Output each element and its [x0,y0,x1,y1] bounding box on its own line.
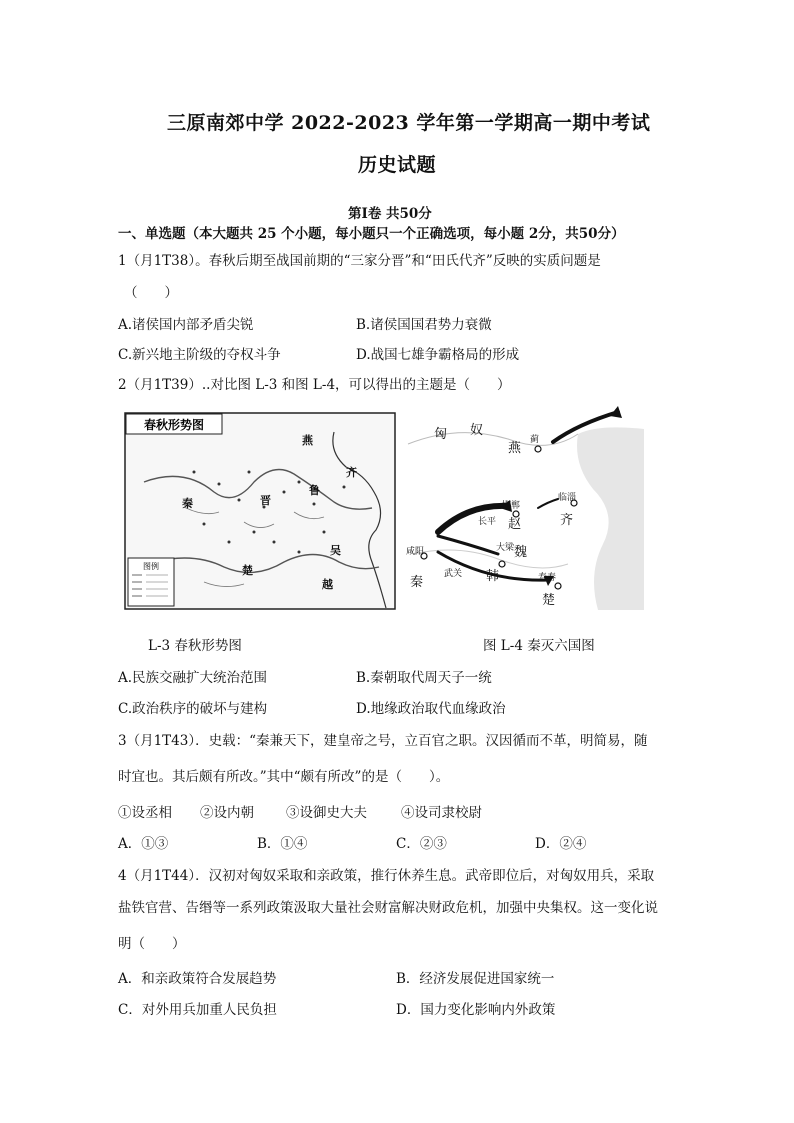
map-right-label-qin: 秦 [410,575,424,590]
q2-option-a: A.民族交融扩大统治范围 [118,670,268,686]
q3-option-b: B．①④ [257,836,308,852]
q1-option-a: A.诸侯国内部矛盾尖锐 [118,317,254,333]
map-right-label-changping: 长平 [478,517,497,527]
map-right-label-wei: 魏 [514,545,528,560]
q2-stem: 2（月1T39）..对比图 L-3 和图 L-4，可以得出的主题是（ ） [118,377,511,393]
map-right-label-xiong: 匈 [434,427,448,442]
map-right-label-wuguan: 武关 [444,569,463,579]
section-heading: 一、单选题（本大题共 25 个小题，每小题只一个正确选项，每小题 2分，共50分） [118,226,625,242]
q4-option-b: B．经济发展促进国家统一 [396,971,555,987]
q2-caption-right: 图 L-4 秦灭六国图 [483,638,595,654]
map-right-label-qi: 齐 [560,513,574,528]
map-right-label-ji: 蓟 [530,435,540,445]
map-right-label-xianyang: 咸阳 [406,547,425,557]
q4-option-c: C．对外用兵加重人民负担 [118,1002,277,1018]
q3-item-1: ①设丞相 [118,805,172,821]
map-right-label-linzi: 临淄 [558,493,577,503]
map-left-legend-title: 图例 [143,562,159,571]
q2-option-b: B.秦朝取代周天子一统 [356,670,492,686]
page-subtitle: 历史试题 [358,154,437,176]
map-left-state-qin: 秦 [182,497,193,510]
q2-caption-left: L-3 春秋形势图 [148,638,242,654]
map-left-state-yan: 燕 [302,434,313,447]
q4-option-d: D．国力变化影响内外政策 [396,1002,556,1018]
map-right-label-yan: 燕 [508,441,522,456]
q3-stem-line1: 3（月1T43）．史载：“秦兼天下，建皇帝之号，立百官之职。汉因循而不革，明简易，随 [118,733,648,749]
spring-autumn-map [124,412,396,610]
q3-item-2: ②设内朝 [200,805,254,821]
q1-stem: 1（月1T38）。春秋后期至战国前期的“三家分晋”和“田氏代齐”反映的实质问题是 [118,253,601,269]
map-right-label-nu: 奴 [470,423,484,438]
q4-option-a: A．和亲政策符合发展趋势 [118,971,277,987]
map-right-label-zhao: 赵 [508,517,522,532]
map-right-label-han: 韩 [486,569,500,584]
q3-stem-line2: 时宜也。其后颇有所改。”其中“颇有所改”的是（ ）。 [118,769,450,785]
q2-option-c: C.政治秩序的破坏与建构 [118,701,268,717]
map-left-state-wu: 吴 [330,544,341,557]
volume-heading: 第Ⅰ卷 共50分 [348,206,432,222]
qin-unification-map [398,404,644,610]
map-right-label-chu: 楚 [542,593,556,608]
map-left-state-jin: 晋 [260,494,271,507]
page-title: 三原南郊中学 2022-2023 学年第一学期高一期中考试 [167,112,651,134]
q3-option-d: D．②④ [535,836,587,852]
q1-option-b: B.诸侯国国君势力衰微 [356,317,492,333]
q3-option-c: C．②③ [396,836,447,852]
map-left-title: 春秋形势图 [143,418,205,432]
map-right-label-handan: 邯郸 [502,501,521,511]
q3-option-a: A．①③ [118,836,169,852]
map-right-label-shouchun: 寿春 [538,573,557,583]
q2-option-d: D.地缘政治取代血缘政治 [356,701,506,717]
map-left-state-lu: 鲁 [309,484,320,497]
q4-stem-line3: 明（ ） [118,936,186,952]
map-right-label-daliang: 大梁 [496,543,515,553]
q3-item-4: ④设司隶校尉 [401,805,482,821]
q1-blank: （ ） [124,285,178,301]
q4-stem-line1: 4（月1T44）．汉初对匈奴采取和亲政策，推行休养生息。武帝即位后，对匈奴用兵，采取 [118,868,655,884]
q4-stem-line2: 盐铁官营、告缗等一系列政策汲取大量社会财富解决财政危机，加强中央集权。这一变化说 [118,900,658,916]
q1-option-c: C.新兴地主阶级的夺权斗争 [118,347,281,363]
q3-item-3: ③设御史大夫 [286,805,367,821]
map-left-state-chu: 楚 [242,564,253,577]
map-left-state-qi: 齐 [346,466,357,479]
map-left-state-yue: 越 [322,578,333,591]
q1-option-d: D.战国七雄争霸格局的形成 [356,347,520,363]
